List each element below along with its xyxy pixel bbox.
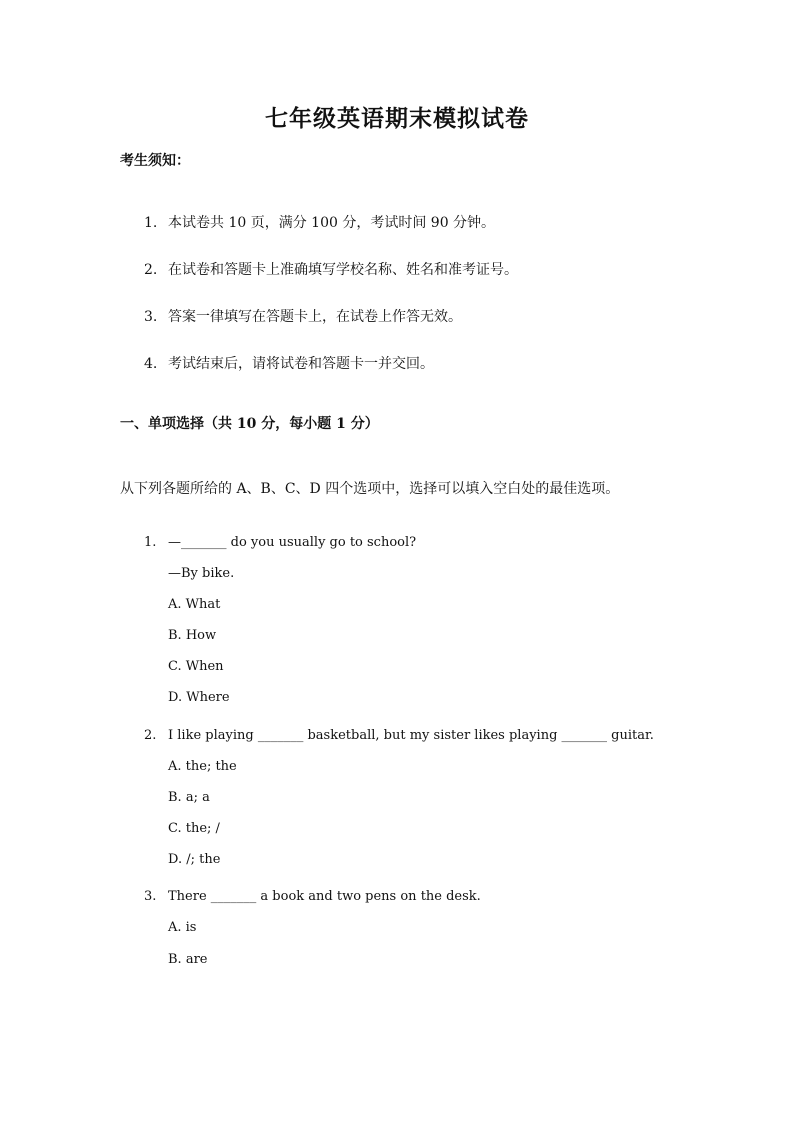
question-text: There _______ a book and two pens on the desk. — [168, 889, 481, 904]
section-heading: 一、单项选择（共 10 分，每小题 1 分） — [120, 416, 379, 432]
question-number: 1. — [144, 535, 157, 550]
notice-item-number: 2. — [144, 262, 158, 278]
option-d: D. /; the — [168, 852, 221, 867]
notice-heading: 考生须知： — [120, 153, 190, 169]
question-text: —_______ do you usually go to school? — [168, 535, 417, 550]
notice-item-text: 答案一律填写在答题卡上，在试卷上作答无效。 — [168, 309, 462, 325]
option-b: B. are — [168, 952, 208, 967]
page-title: 七年级英语期末模拟试卷 — [265, 105, 529, 132]
notice-item-number: 3. — [144, 309, 158, 325]
question-dialogue-reply: —By bike. — [168, 566, 235, 581]
option-a: A. What — [168, 597, 221, 612]
option-b: B. How — [168, 628, 217, 643]
option-a: A. the; the — [168, 759, 237, 774]
option-c: C. When — [168, 659, 224, 674]
question-number: 2. — [144, 728, 157, 743]
question-text: I like playing _______ basketball, but my sister likes playing _______ guitar. — [168, 728, 654, 743]
question-stem — [144, 728, 654, 743]
option-b: B. a; a — [168, 790, 210, 805]
notice-item-number: 4. — [144, 356, 158, 372]
notice-item-text: 本试卷共 10 页，满分 100 分，考试时间 90 分钟。 — [168, 215, 496, 231]
notice-item — [144, 212, 495, 232]
notice-item-number: 1. — [144, 215, 158, 231]
question-number: 3. — [144, 889, 157, 904]
question-stem — [144, 535, 416, 550]
notice-item — [144, 306, 462, 326]
section-instruction: 从下列各题所给的 A、B、C、D 四个选项中，选择可以填入空白处的最佳选项。 — [120, 481, 620, 497]
notice-item — [144, 259, 518, 279]
option-c: C. the; / — [168, 821, 220, 836]
question-stem — [144, 889, 481, 904]
notice-item — [144, 353, 434, 373]
notice-item-text: 考试结束后，请将试卷和答题卡一并交回。 — [168, 356, 434, 372]
option-a: A. is — [168, 920, 197, 935]
option-d: D. Where — [168, 690, 230, 705]
notice-item-text: 在试卷和答题卡上准确填写学校名称、姓名和准考证号。 — [168, 262, 518, 278]
